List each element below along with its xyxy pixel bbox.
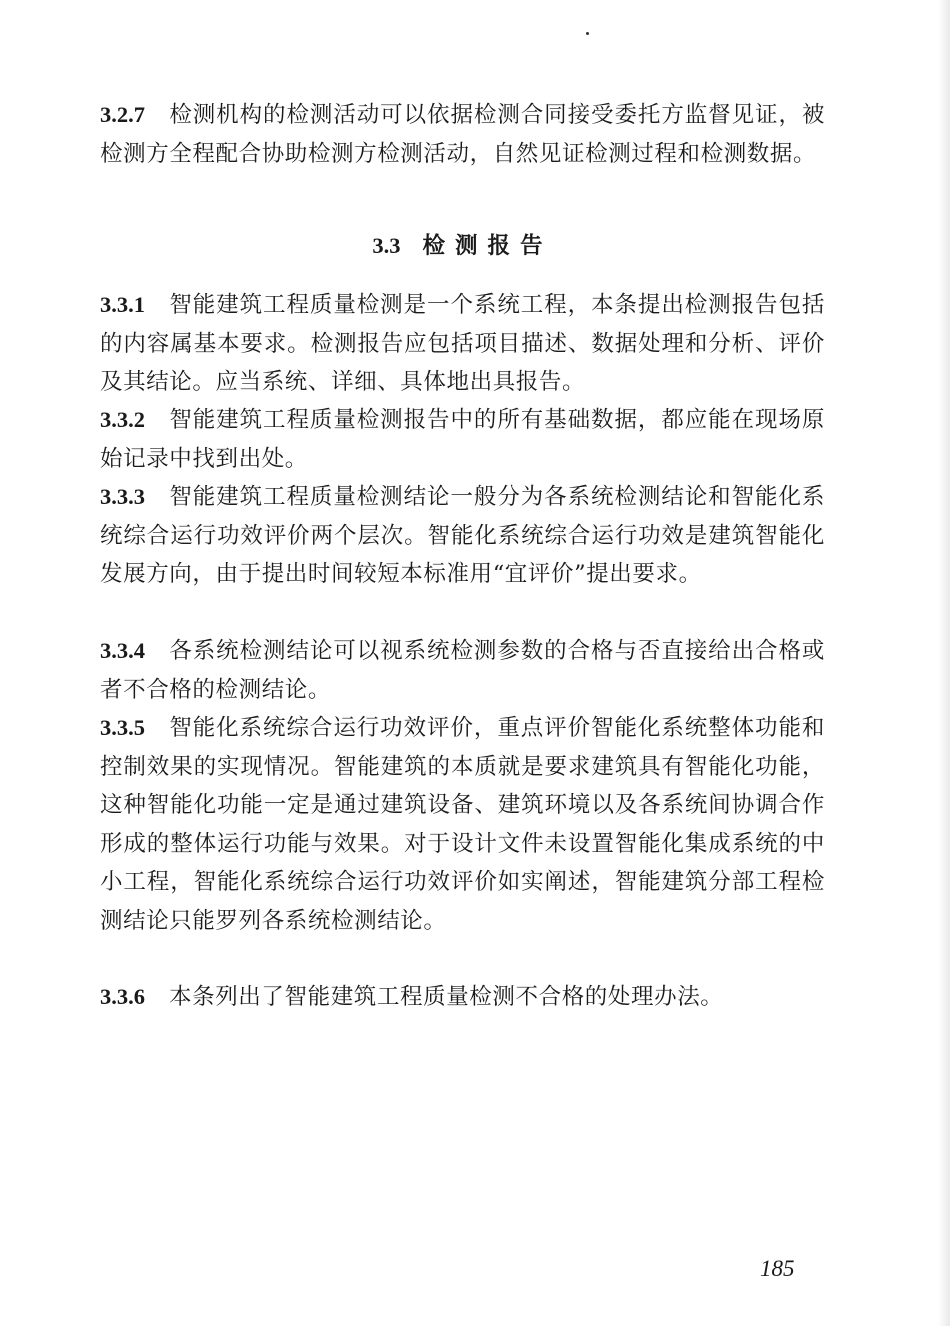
section-title-text: 检测报告 bbox=[422, 233, 553, 259]
clause-number: 3.3.4 bbox=[100, 638, 145, 663]
clause-text: 各系统检测结论可以视系统检测参数的合格与否直接给出合格或者不合格的检测结论。 bbox=[100, 638, 825, 703]
clause-3-3-5 bbox=[100, 709, 825, 940]
clause-3-3-2 bbox=[100, 401, 825, 478]
section-number: 3.3 bbox=[372, 233, 401, 258]
clause-text: 本条列出了智能建筑工程质量检测不合格的处理办法。 bbox=[169, 984, 724, 1010]
page-number: 185 bbox=[760, 1256, 795, 1281]
clause-text: 智能化系统综合运行功效评价，重点评价智能化系统整体功能和控制效果的实现情况。智能建筑的本质就是要求建筑具有智能化功能，这种智能化功能一定是通过建筑设备、建筑环境以及各系统间协调合作形成的整体运行功能与效果。对于设计文件未设置智能化集成系统的中小工程，智能化系统综合运行功效评价如实阐述，智能建筑分部工程检测结论只能罗列各系统检测结论。 bbox=[100, 715, 825, 934]
clause-text: 智能建筑工程质量检测结论一般分为各系统检测结论和智能化系统综合运行功效评价两个层次。智能化系统综合运行功效是建筑智能化发展方向，由于提出时间较短本标准用“宜评价”提出要求。 bbox=[100, 484, 825, 587]
scan-dot-mark bbox=[586, 32, 589, 35]
clause-3-3-1 bbox=[100, 286, 825, 402]
clause-3-3-3 bbox=[100, 478, 825, 594]
clause-3-3-4 bbox=[100, 632, 825, 709]
clause-number: 3.3.1 bbox=[100, 292, 145, 317]
clause-3-2-7 bbox=[100, 96, 825, 173]
clause-3-3-6 bbox=[100, 978, 825, 1017]
section-heading bbox=[0, 228, 925, 260]
clause-text: 检测机构的检测活动可以依据检测合同接受委托方监督见证，被检测方全程配合协助检测方检测活动，自然见证检测过程和检测数据。 bbox=[100, 102, 825, 167]
clause-text: 智能建筑工程质量检测报告中的所有基础数据，都应能在现场原始记录中找到出处。 bbox=[100, 407, 825, 472]
clause-text: 智能建筑工程质量检测是一个系统工程，本条提出检测报告包括的内容属基本要求。检测报告应包括项目描述、数据处理和分析、评价及其结论。应当系统、详细、具体地出具报告。 bbox=[100, 292, 825, 395]
clause-number: 3.3.2 bbox=[100, 407, 145, 432]
clause-number: 3.2.7 bbox=[100, 102, 145, 127]
clause-number: 3.3.6 bbox=[100, 984, 145, 1009]
clause-number: 3.3.3 bbox=[100, 484, 145, 509]
scan-edge-shadow bbox=[938, 0, 950, 1326]
clause-number: 3.3.5 bbox=[100, 715, 145, 740]
